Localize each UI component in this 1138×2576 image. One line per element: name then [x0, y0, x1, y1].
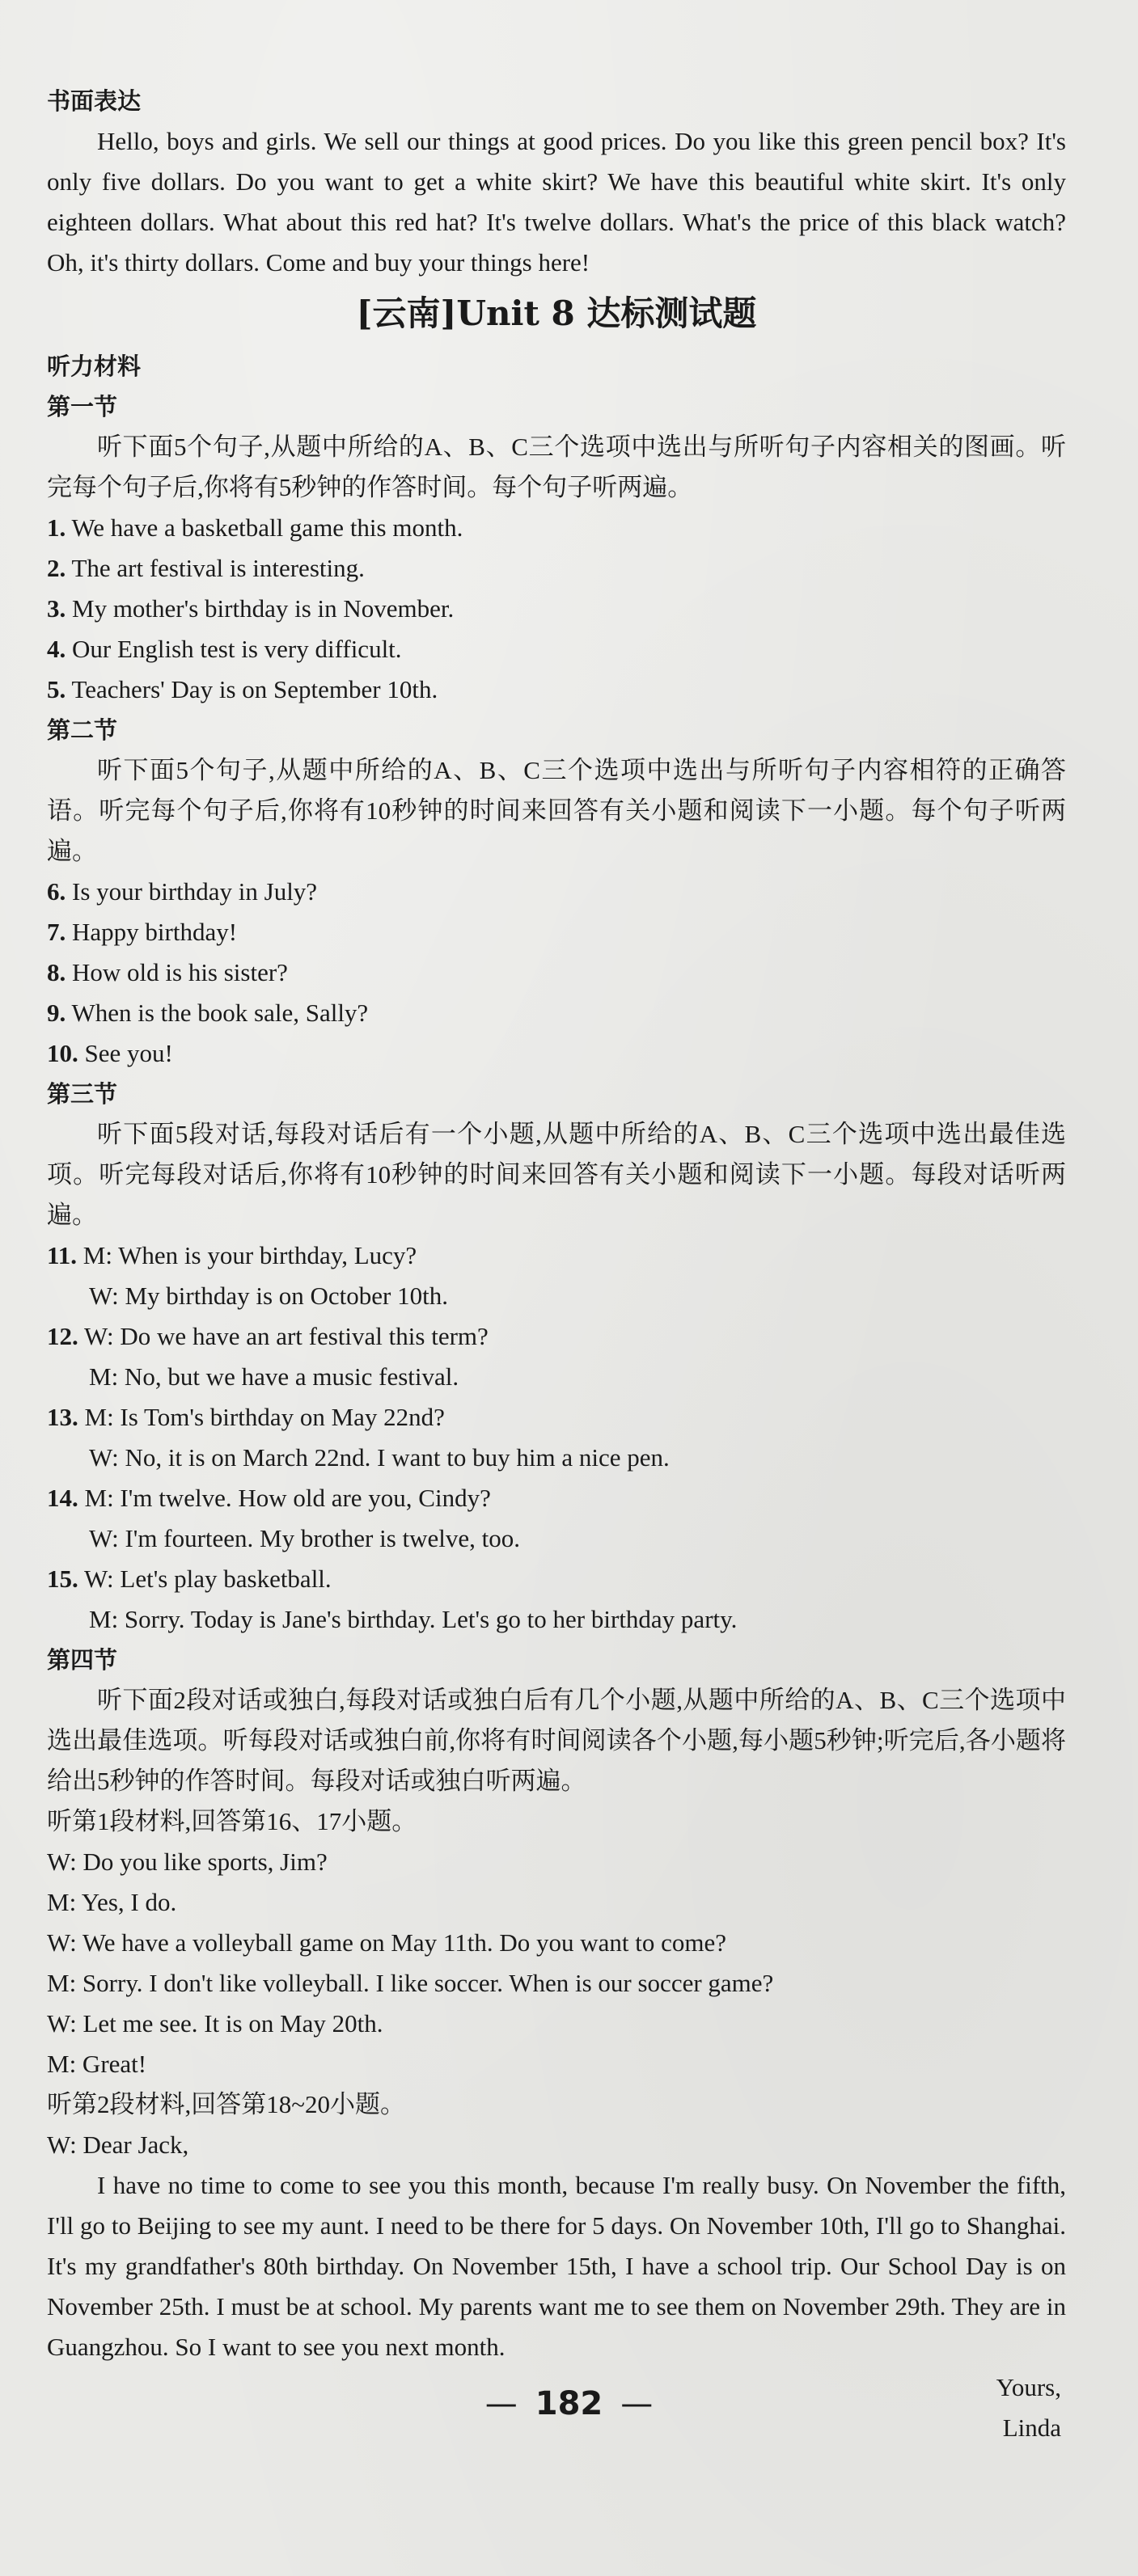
section2-heading: 第二节: [47, 716, 118, 744]
item-number: 4.: [47, 635, 66, 663]
item-text: Happy birthday!: [66, 918, 238, 946]
section4-heading: 第四节: [47, 1646, 118, 1674]
letter-signature: Linda: [1002, 2413, 1061, 2442]
dialog-first-line: [47, 1235, 1066, 1276]
list-item: [47, 872, 1066, 912]
item-text: We have a basketball game this month.: [66, 513, 463, 542]
material1-intro: 听第1段材料,回答第16、17小题。: [47, 1807, 417, 1835]
list-item: [47, 912, 1066, 952]
section1-items: [47, 508, 1066, 710]
page-content: [47, 81, 1066, 2448]
item-number: 13.: [47, 1403, 78, 1431]
item-text: My mother's birthday is in November.: [66, 594, 455, 623]
item-number: 15.: [47, 1565, 78, 1593]
list-item: [47, 952, 1066, 993]
item-number: 14.: [47, 1484, 78, 1512]
list-item: [47, 669, 1066, 710]
dialog-first-line: [47, 1316, 1066, 1357]
item-number: 10.: [47, 1039, 78, 1067]
writing-text: Hello, boys and girls. We sell our things at good prices. Do you like this green pencil box? It's only five dollars. Do you want to get a white skirt? We have this beautiful white skirt. It's only eighteen dollars. What about this red hat? It's twelve dollars. What's the price of this black watch? Oh, it's thirty dollars. Come and buy your things here!: [47, 127, 1066, 277]
item-text: Our English test is very difficult.: [66, 635, 402, 663]
dialog-text: M: When is your birthday, Lucy?: [77, 1241, 417, 1269]
writing-heading: 书面表达: [47, 87, 142, 115]
dialog-second-line: M: No, but we have a music festival.: [89, 1362, 459, 1391]
item-number: 11.: [47, 1241, 78, 1269]
item-number: 2.: [47, 554, 66, 582]
dialog-line: M: Sorry. I don't like volleyball. I like soccer. When is our soccer game?: [47, 1969, 774, 1997]
dialog-second-line: W: No, it is on March 22nd. I want to buy him a nice pen.: [89, 1443, 670, 1472]
letter-closing: Yours,: [996, 2373, 1061, 2401]
section4-instruction: 听下面2段对话或独白,每段对话或独白后有几个小题,从题中所给的A、B、C三个选项中选出最佳选项。听每段对话或独白前,你将有时间阅读各个小题,每小题5秒钟;听完后,各小题将给出5秒钟的作答时间。每段对话或独白听两遍。: [47, 1686, 1066, 1795]
item-number: 7.: [47, 918, 66, 946]
section1-instruction: 听下面5个句子,从题中所给的A、B、C三个选项中选出与所听句子内容相关的图画。听完每个句子后,你将有5秒钟的作答时间。每个句子听两遍。: [47, 433, 1066, 501]
dialog-first-line: [47, 1559, 1066, 1599]
item-number: 6.: [47, 877, 66, 906]
letter-body: I have no time to come to see you this month, because I'm really busy. On November the fifth, I'll go to Beijing to see my aunt. I need to be there for 5 days. On November 10th, I'll go to Shanghai. It's my grandfather's 80th birthday. On November 15th, I have a school trip. Our School Day is on November 25th. I must be at school. My parents want me to see them on November 29th. They are in Guangzhou. So I want to see you next month.: [47, 2171, 1066, 2361]
list-item: [47, 629, 1066, 669]
item-number: 9.: [47, 999, 66, 1027]
dialog-first-line: [47, 1478, 1066, 1518]
dialog-text: W: Do we have an art festival this term?: [78, 1322, 489, 1350]
item-number: 5.: [47, 675, 66, 703]
list-item: [47, 589, 1066, 629]
list-item: [47, 548, 1066, 589]
dialog-second-line: W: I'm fourteen. My brother is twelve, too.: [89, 1524, 521, 1552]
dash-right: —: [620, 2385, 654, 2422]
item-text: Is your birthday in July?: [66, 877, 318, 906]
list-item: [47, 508, 1066, 548]
dialog-text: M: I'm twelve. How old are you, Cindy?: [78, 1484, 491, 1512]
section3-heading: 第三节: [47, 1080, 118, 1108]
dialog-first-line: [47, 1397, 1066, 1438]
item-text: When is the book sale, Sally?: [66, 999, 369, 1027]
list-item: [47, 993, 1066, 1033]
listening-heading: 听力材料: [47, 353, 142, 380]
dialog-text: M: Is Tom's birthday on May 22nd?: [78, 1403, 445, 1431]
dialog-line: W: Let me see. It is on May 20th.: [47, 2009, 383, 2038]
page-number-text: 182: [535, 2385, 603, 2422]
section1-heading: 第一节: [47, 393, 118, 420]
material1-dialog: [47, 1842, 1066, 2084]
dialog-second-line: W: My birthday is on October 10th.: [89, 1282, 448, 1310]
dash-left: —: [484, 2385, 518, 2422]
section3-dialogs: [47, 1235, 1066, 1640]
item-text: How old is his sister?: [66, 958, 288, 986]
item-number: 1.: [47, 513, 66, 542]
section2-items: [47, 872, 1066, 1074]
item-number: 12.: [47, 1322, 78, 1350]
dialog-line: M: Great!: [47, 2050, 147, 2078]
item-number: 8.: [47, 958, 66, 986]
dialog-line: W: Do you like sports, Jim?: [47, 1848, 328, 1876]
item-text: Teachers' Day is on September 10th.: [66, 675, 438, 703]
letter-salutation: W: Dear Jack,: [47, 2130, 189, 2159]
item-number: 3.: [47, 594, 66, 623]
item-text: The art festival is interesting.: [66, 554, 365, 582]
dialog-text: W: Let's play basketball.: [78, 1565, 332, 1593]
page-title: [云南]Unit 8 达标测试题: [356, 293, 757, 333]
list-item: [47, 1033, 1066, 1074]
dialog-second-line: M: Sorry. Today is Jane's birthday. Let's go to her birthday party.: [89, 1605, 738, 1633]
material2-intro: 听第2段材料,回答第18~20小题。: [47, 2090, 406, 2118]
section3-instruction: 听下面5段对话,每段对话后有一个小题,从题中所给的A、B、C三个选项中选出最佳选项。听完每段对话后,你将有10秒钟的时间来回答有关小题和阅读下一小题。每段对话听两遍。: [47, 1120, 1066, 1229]
dialog-line: W: We have a volleyball game on May 11th. Do you want to come?: [47, 1928, 727, 1957]
dialog-line: M: Yes, I do.: [47, 1888, 177, 1916]
item-text: See you!: [78, 1039, 173, 1067]
page-number: [0, 2385, 1138, 2422]
section2-instruction: 听下面5个句子,从题中所给的A、B、C三个选项中选出与所听句子内容相符的正确答语。听完每个句子后,你将有10秒钟的时间来回答有关小题和阅读下一小题。每个句子听两遍。: [47, 756, 1066, 865]
